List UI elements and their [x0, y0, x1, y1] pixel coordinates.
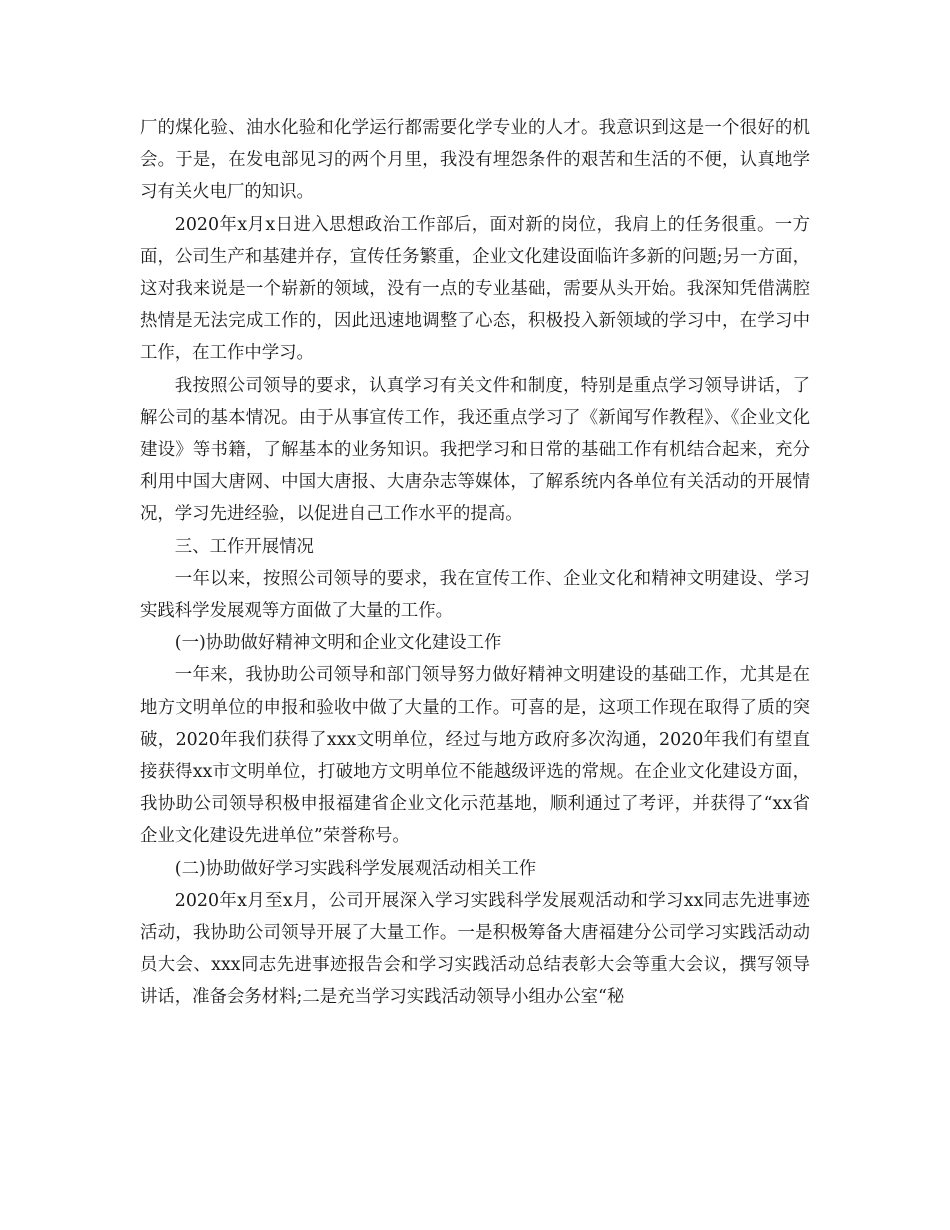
- document-body: [140, 112, 810, 1014]
- subheading-civilization-culture: (一)协助做好精神文明和企业文化建设工作: [174, 633, 502, 654]
- paragraph-civilization-culture: 一年来，我协助公司领导和部门领导努力做好精神文明建设的基础工作，尤其是在地方文明单位的申报和验收中做了大量的工作。可喜的是，这项工作现在取得了质的突破，2020年我们获得了xxx文明单位，经过与地方政府多次沟通，2020年我们有望直接获得xx市文明单位，打破地方文明单位不能越级评选的常规。在企业文化建设方面，我协助公司领导积极申报福建省企业文化示范基地，顺利通过了考评，并获得了“xx省企业文化建设先进单位”荣誉称号。: [140, 665, 810, 847]
- paragraph-scientific-development: 2020年x月至x月，公司开展深入学习实践科学发展观活动和学习xx同志先进事迹活动，我协助公司领导开展了大量工作。一是积极筹备大唐福建分公司学习实践活动动员大会、xxx同志先进事迹报告会和学习实践活动总结表彰大会等重大会议，撰写领导讲话，准备会务材料;二是充当学习实践活动领导小组办公室“秘: [140, 890, 810, 1008]
- paragraph-overview: 一年以来，按照公司领导的要求，我在宣传工作、企业文化和精神文明建设、学习实践科学发展观等方面做了大量的工作。: [140, 568, 810, 622]
- paragraph-new-post: 2020年x月x日进入思想政治工作部后，面对新的岗位，我肩上的任务很重。一方面，公司生产和基建并存，宣传任务繁重，企业文化建设面临许多新的问题;另一方面，这对我来说是一个崭新的领域，没有一点的专业基础，需要从头开始。我深知凭借满腔热情是无法完成工作的，因此迅速地调整了心态，积极投入新领域的学习中，在学习中工作，在工作中学习。: [140, 214, 810, 364]
- subheading-scientific-development: (二)协助做好学习实践科学发展观活动相关工作: [174, 858, 537, 879]
- section-heading-work-progress: 三、工作开展情况: [174, 536, 314, 557]
- paragraph-study: 我按照公司领导的要求，认真学习有关文件和制度，特别是重点学习领导讲话，了解公司的基本情况。由于从事宣传工作，我还重点学习了《新闻写作教程》、《企业文化建设》等书籍，了解基本的业务知识。我把学习和日常的基础工作有机结合起来，充分利用中国大唐网、中国大唐报、大唐杂志等媒体，了解系统内各单位有关活动的开展情况，学习先进经验，以促进自己工作水平的提高。: [140, 375, 810, 525]
- paragraph-continuation: 厂的煤化验、油水化验和化学运行都需要化学专业的人才。我意识到这是一个很好的机会。于是，在发电部见习的两个月里，我没有埋怨条件的艰苦和生活的不便，认真地学习有关火电厂的知识。: [140, 118, 810, 203]
